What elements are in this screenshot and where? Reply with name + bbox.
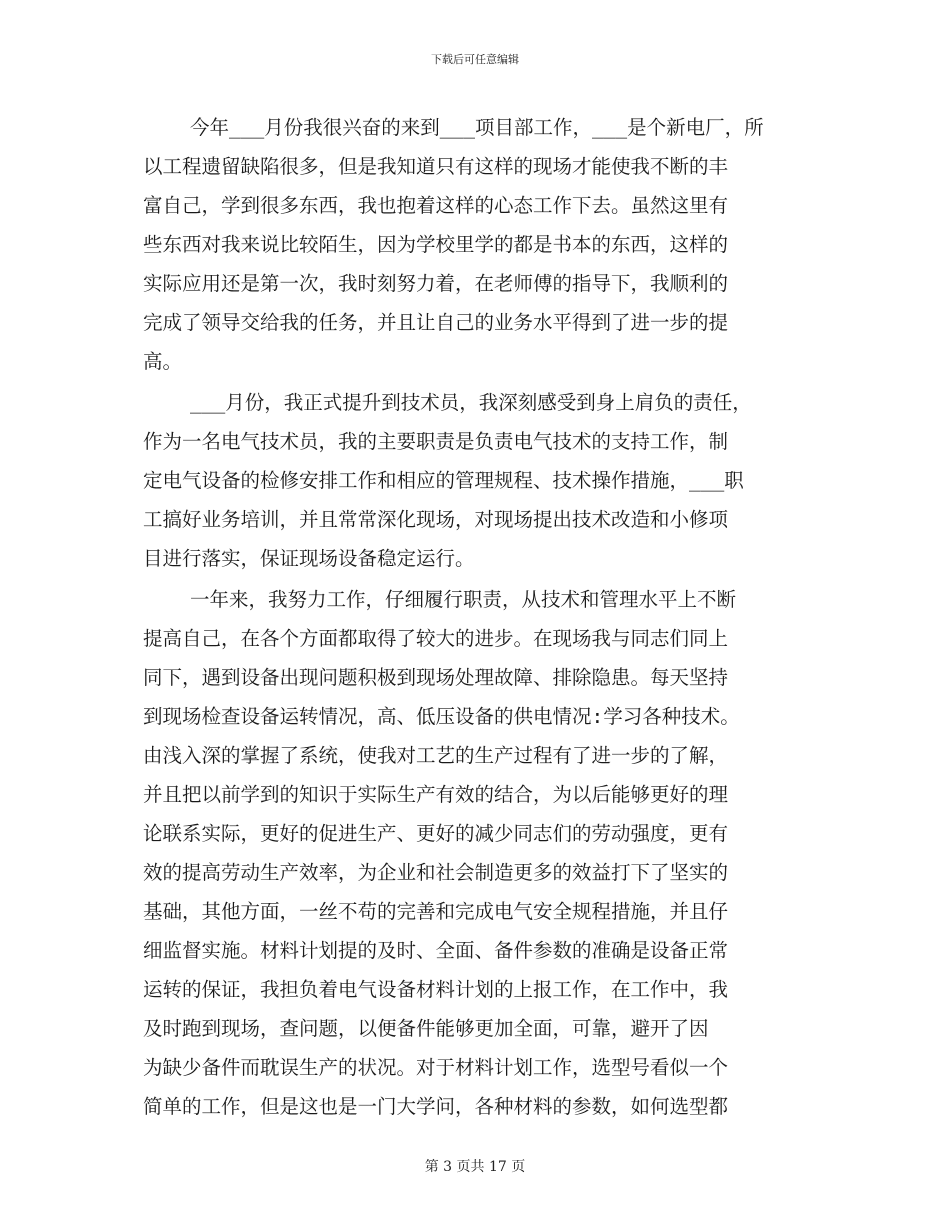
page-header: 下载后可任意编辑 xyxy=(431,53,519,66)
paragraph xyxy=(0,383,950,578)
text-line: 些东西对我来说比较陌生，因为学校里学的都是书本的东西，这样的 xyxy=(143,233,729,256)
text-line: 富自己，学到很多东西，我也抱着这样的心态工作下去。虽然这里有 xyxy=(143,194,729,217)
text-line: 提高自己，在各个方面都取得了较大的进步。在现场我与同志们同上 xyxy=(143,627,729,650)
document-body xyxy=(0,108,950,1126)
text-line: 今年___月份我很兴奋的来到___项目部工作，___是个新电厂，所 xyxy=(190,116,764,139)
text-line: 由浅入深的掌握了系统，使我对工艺的生产过程有了进一步的了解， xyxy=(143,744,729,767)
text-line: 并且把以前学到的知识于实际生产有效的结合，为以后能够更好的理 xyxy=(143,783,729,806)
text-line: 定电气设备的检修安排工作和相应的管理规程、技术操作措施，___职 xyxy=(143,469,744,492)
text-line: 基础，其他方面，一丝不苟的完善和完成电气安全规程措施，并且仔 xyxy=(143,900,729,923)
text-line: 效的提高劳动生产效率，为企业和社会制造更多的效益打下了坚实的 xyxy=(143,861,729,884)
text-line: 论联系实际，更好的促进生产、更好的减少同志们的劳动强度，更有 xyxy=(143,822,729,845)
text-line: ___月份，我正式提升到技术员，我深刻感受到身上肩负的责任， xyxy=(190,391,752,414)
text-line: 及时跑到现场，查问题，以便备件能够更加全面，可靠，避开了因 xyxy=(143,1017,709,1040)
text-line: 一年来，我努力工作，仔细履行职责，从技术和管理水平上不断 xyxy=(190,588,737,611)
text-line: 到现场检查设备运转情况，高、低压设备的供电情况:学习各种技术。 xyxy=(143,705,740,728)
text-line: 完成了领导交给我的任务，并且让自己的业务水平得到了进一步的提 xyxy=(143,311,729,334)
text-line: 同下，遇到设备出现问题积极到现场处理故障、排除隐患。每天坚持 xyxy=(143,666,729,689)
text-line: 简单的工作，但是这也是一门大学问，各种材料的参数，如何选型都 xyxy=(143,1095,729,1118)
paragraph xyxy=(0,108,950,381)
paragraph xyxy=(0,580,950,1126)
text-line: 目进行落实，保证现场设备稳定运行。 xyxy=(143,547,475,570)
page-number: 第 3 页共 17 页 xyxy=(424,1159,526,1175)
text-line: 高。 xyxy=(143,350,183,373)
text-line: 工搞好业务培训，并且常常深化现场，对现场提出技术改造和小修项 xyxy=(143,508,729,531)
text-line: 作为一名电气技术员，我的主要职责是负责电气技术的支持工作，制 xyxy=(143,430,729,453)
text-line: 运转的保证，我担负着电气设备材料计划的上报工作，在工作中，我 xyxy=(143,978,729,1001)
text-line: 为缺少备件而耽误生产的状况。对于材料计划工作，选型号看似一个 xyxy=(143,1056,729,1079)
text-line: 细监督实施。材料计划提的及时、全面、备件参数的准确是设备正常 xyxy=(143,939,729,962)
text-line: 实际应用还是第一次，我时刻努力着，在老师傅的指导下，我顺利的 xyxy=(143,272,729,295)
text-line: 以工程遗留缺陷很多，但是我知道只有这样的现场才能使我不断的丰 xyxy=(143,155,729,178)
